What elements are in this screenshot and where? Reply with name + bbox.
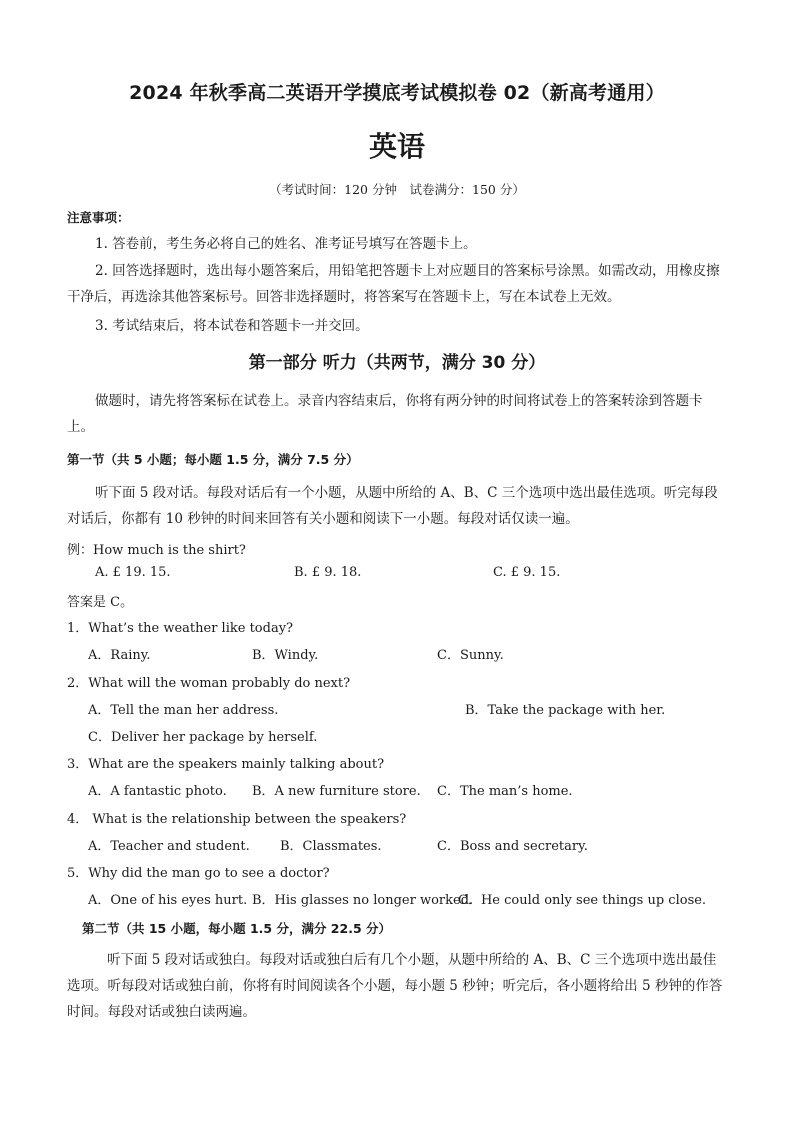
section1-intro: 听下面 5 段对话。每段对话后有一个小题，从题中所给的 A、B、C 三个选项中选出最佳选项。听完每段对话后，你都有 10 秒钟的时间来回答有关小题和阅读下一小题。每段对话仅读一遍。 [67, 485, 718, 527]
q3-option-c: C．The man’s home. [437, 784, 573, 799]
question-5: 5．Why did the man go to see a doctor? [67, 866, 330, 881]
exam-info: （考试时间：120 分钟 试卷满分：150 分） [269, 182, 525, 197]
notice-heading: 注意事项： [67, 210, 130, 225]
section2-intro: 听下面 5 段对话或独白。每段对话或独白后有几个小题，从题中所给的 A、B、C 三个选项中选出最佳选项。听每段对话或独白前，你将有时间阅读各个小题，每小题 5 秒钟；听完后，各小题将给出 5 秒钟的作答时间。每段对话或独白读两遍。 [67, 952, 723, 1020]
q5-option-a: A．One of his eyes hurt. [88, 893, 248, 908]
q1-option-a: A．Rainy. [88, 648, 151, 663]
section2-heading: 第二节（共 15 小题，每小题 1.5 分，满分 22.5 分） [82, 921, 391, 936]
question-4: 4． What is the relationship between the speakers? [67, 812, 407, 827]
q1-option-c: C．Sunny. [437, 648, 504, 663]
part1-intro: 做题时，请先将答案标在试卷上。录音内容结束后，你将有两分钟的时间将试卷上的答案转涂到答题卡上。 [67, 393, 703, 435]
section1-heading: 第一节（共 5 小题；每小题 1.5 分，满分 7.5 分） [67, 452, 359, 467]
example-option-a: A. £ 19. 15. [95, 565, 171, 580]
q2-option-a: A．Tell the man her address. [88, 703, 279, 718]
q3-option-b: B．A new furniture store. [252, 784, 421, 799]
q4-option-c: C．Boss and secretary. [437, 839, 588, 854]
q2-option-b: B．Take the package with her. [465, 703, 666, 718]
notice-item-3: 3. 考试结束后，将本试卷和答题卡一并交回。 [95, 318, 369, 334]
example-option-c: C. £ 9. 15. [493, 565, 561, 580]
question-2: 2．What will the woman probably do next? [67, 676, 351, 691]
q3-option-a: A．A fantastic photo. [88, 784, 227, 799]
question-3: 3．What are the speakers mainly talking about? [67, 757, 385, 772]
notice-item-1: 1. 答卷前，考生务必将自己的姓名、准考证号填写在答题卡上。 [95, 236, 477, 252]
exam-title: 2024 年秋季高二英语开学摸底考试模拟卷 02（新高考通用） [129, 82, 665, 104]
q1-option-b: B．Windy. [252, 648, 319, 663]
notice-item-2: 2. 回答选择题时，选出每小题答案后，用铅笔把答题卡上对应题目的答案标号涂黑。如需改动，用橡皮擦干净后，再选涂其他答案标号。回答非选择题时，将答案写在答题卡上，写在本试卷上无效。 [67, 263, 720, 305]
q5-option-b: B．His glasses no longer worked. [252, 893, 474, 908]
q4-option-a: A．Teacher and student. [88, 839, 250, 854]
example-question: 例：How much is the shirt? [67, 543, 246, 558]
q2-option-c: C．Deliver her package by herself. [88, 730, 318, 745]
example-option-b: B. £ 9. 18. [294, 565, 362, 580]
q4-option-b: B．Classmates. [280, 839, 382, 854]
subject-title: 英语 [368, 130, 425, 163]
question-1: 1．What’s the weather like today? [67, 621, 294, 636]
q5-option-c: C．He could only see things up close. [458, 893, 707, 908]
part1-heading: 第一部分 听力（共两节，满分 30 分） [248, 353, 546, 373]
example-answer: 答案是 C。 [67, 595, 134, 610]
